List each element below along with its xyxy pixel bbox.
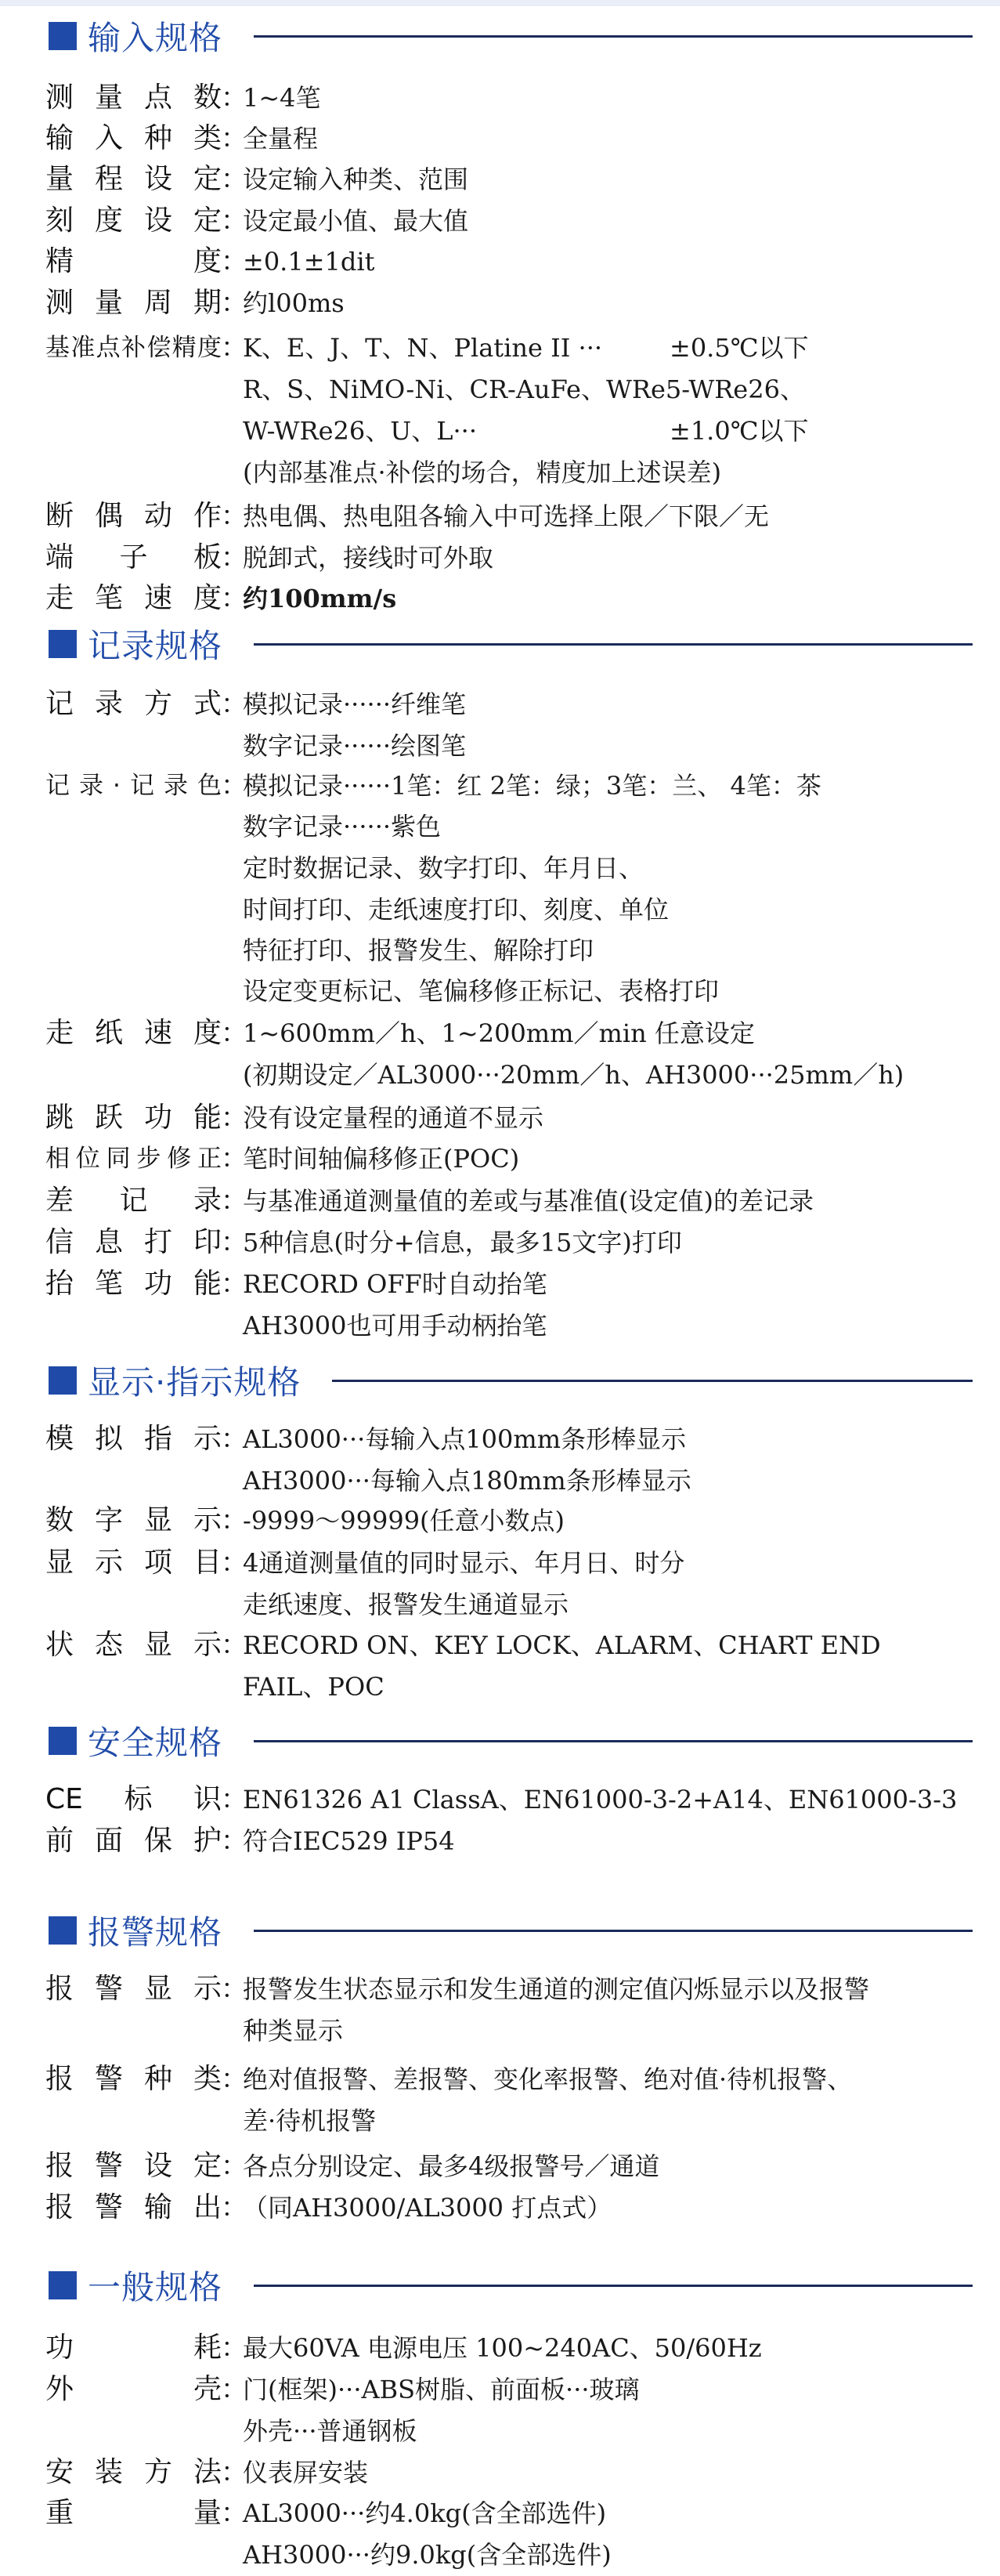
section-marker-square [49,2271,77,2299]
spec-label: 记录·记录色 [45,772,222,800]
spec-value: 热电偶、热电阻各输入中可选择上限／下限／无 [243,501,770,531]
spec-value: R、S、NiMO-Ni、CR-AuFe、WRe5-WRe26、 [243,374,805,404]
spec-value: 最大60VA 电源电压 100~240AC、50/60Hz [243,2333,762,2363]
spec-label: 输入种类 [45,122,222,154]
spec-row [0,1180,1000,1222]
section-rule-line [254,1740,973,1742]
spec-label: 信息打印 [45,1226,222,1258]
section-header-alarm [49,1905,973,1956]
label-colon: ： [221,501,247,532]
spec-row [0,1012,1000,1055]
spec-value: 约100mm/s [243,584,397,613]
spec-row [0,2451,1000,2494]
section-header-safety [49,1716,973,1766]
label-colon: ： [221,1102,247,1134]
spec-value: (内部基准点·补偿的场合，精度加上述误差) [243,458,722,487]
spec-value: 设定输入种类、范围 [243,165,469,194]
spec-label: 跳跃功能 [45,1102,222,1134]
spec-label: 数字显示 [45,1504,222,1536]
spec-row [0,888,1000,931]
spec-row [0,725,1000,767]
spec-label: 基准点补偿精度 [45,334,222,362]
spec-row [0,2187,1000,2229]
spec-label: 刻度设定 [45,204,222,237]
section-rule-line [254,643,973,646]
spec-row [0,1542,1000,1584]
spec-row [0,282,1000,324]
spec-value: 数字记录······绘图笔 [243,731,467,761]
spec-value: 模拟记录······1笔：红 2笔：绿；3笔：兰、 4笔：茶 [243,771,821,801]
spec-value: 时间打印、走纸速度打印、刻度、单位 [243,895,670,924]
spec-row [0,1968,1000,2010]
label-colon: ： [221,1974,247,2005]
section-rule-line [254,1930,973,1932]
spec-value: RECORD OFF时自动抬笔 [243,1269,547,1299]
spec-row [0,847,1000,889]
spec-value: 模拟记录······纤维笔 [243,689,467,719]
label-colon: ： [221,123,247,154]
spec-value: 走纸速度、报警发生通道显示 [243,1590,569,1619]
spec-row [0,410,1000,452]
label-colon: ： [221,1018,247,1049]
spec-value: ±0.1±1dit [243,247,375,277]
spec-value: 差·待机报警 [243,2106,377,2136]
spec-value: W-WRe26、U、L··· [243,416,478,446]
spec-value: 1~600mm／h、1~200mm／min 任意设定 [243,1018,755,1048]
label-colon: ： [221,332,247,364]
spec-value: 种类显示 [243,2016,344,2046]
spec-row [0,2058,1000,2100]
label-colon: ： [221,2064,247,2095]
label-colon: ： [221,1268,247,1300]
spec-value: 与基准通道测量值的差或与基准值(设定值)的差记录 [243,1186,814,1216]
spec-label: 报警种类 [45,2063,222,2095]
label-colon: ： [221,82,247,114]
spec-label: 相位同步修正 [45,1145,222,1173]
spec-value: -9999～99999(任意小数点) [243,1506,565,1536]
label-colon: ： [221,1547,247,1579]
section-header-record [49,619,973,669]
spec-label: 走笔速度 [45,582,222,614]
spec-value: AH3000···约9.0kg(含全部选件) [243,2540,612,2570]
spec-row [0,368,1000,411]
section-title: 安全规格 [88,1724,223,1762]
section-marker-square [49,1727,77,1755]
spec-row [0,241,1000,283]
section-marker-square [49,630,77,658]
spec-value: 1~4笔 [243,83,321,113]
spec-row [0,1097,1000,1139]
section-title: 报警规格 [88,1913,223,1952]
spec-value: 全量程 [243,124,319,154]
spec-row [0,1500,1000,1542]
label-colon: ： [221,2374,247,2405]
spec-value: AL3000···每输入点100mm条形棒显示 [243,1424,687,1454]
spec-value: 设定变更标记、笔偏移修正标记、表格打印 [243,976,720,1006]
label-colon: ： [221,2457,247,2488]
section-title: 记录规格 [88,627,223,665]
spec-value-secondary: ±0.5℃以下 [670,333,809,363]
spec-row [0,451,1000,494]
label-colon: ： [221,1505,247,1536]
spec-row [0,765,1000,807]
spec-row [0,1624,1000,1666]
label-colon: ： [221,164,247,195]
spec-label: 安装方法 [45,2456,222,2488]
spec-row [0,200,1000,242]
section-marker-square [49,1366,77,1395]
spec-value: 各点分别设定、最多4级报警号／通道 [243,2151,660,2181]
spec-value: 数字记录······紫色 [243,812,442,841]
label-colon: ： [221,1424,247,1455]
spec-row [0,1460,1000,1502]
spec-value: 符合IEC529 IP54 [243,1826,455,1856]
spec-value: RECORD ON、KEY LOCK、ALARM、CHART END [243,1630,881,1660]
spec-label: 记录方式 [45,688,222,720]
spec-label: 端子板 [45,541,222,573]
spec-label: CE标识 [45,1783,222,1815]
spec-row [0,577,1000,620]
spec-value: 脱卸式，接线时可外取 [243,543,494,573]
section-header-input [49,11,973,61]
spec-value: FAIL、POC [243,1672,384,1702]
spec-value: 仪表屏安装 [243,2458,369,2487]
spec-label: 前面保护 [45,1825,222,1857]
spec-row [0,2534,1000,2576]
section-rule-line [254,35,973,38]
spec-value: 定时数据记录、数字打印、年月日、 [243,853,644,883]
spec-row [0,1054,1000,1096]
spec-label: 断偶动作 [45,500,222,532]
section-marker-square [49,22,77,50]
section-rule-line [332,1380,973,1382]
spec-row [0,2492,1000,2534]
label-colon: ： [221,1784,247,1815]
spec-value: K、E、J、T、N、Platine II ··· [243,333,603,363]
spec-row [0,1138,1000,1180]
spec-label: 抬笔功能 [45,1268,222,1300]
spec-value: 外壳···普通钢板 [243,2416,417,2446]
spec-label: 重量 [45,2497,222,2529]
spec-value: 设定最小值、最大值 [243,206,469,236]
spec-row [0,1304,1000,1347]
spec-row [0,805,1000,848]
label-colon: ： [221,1185,247,1217]
label-colon: ： [221,246,247,277]
spec-row [0,1666,1000,1708]
section-rule-line [254,2285,973,2287]
spec-row [0,929,1000,971]
spec-row [0,1263,1000,1305]
spec-row [0,1418,1000,1460]
spec-row [0,1820,1000,1862]
spec-value: 笔时间轴偏移修正(POC) [243,1144,520,1174]
spec-row [0,1583,1000,1626]
spec-value: 门(框架)···ABS树脂、前面板···玻璃 [243,2375,640,2404]
label-colon: ： [221,205,247,237]
label-colon: ： [221,1630,247,1661]
section-marker-square [49,1916,77,1945]
spec-row [0,118,1000,160]
spec-row [0,1221,1000,1264]
spec-label: 精度 [45,245,222,277]
spec-label: 状态显示 [45,1629,222,1661]
spec-value-secondary: ±1.0℃以下 [670,416,809,446]
spec-label: 模拟指示 [45,1423,222,1455]
spec-label: 功耗 [45,2332,222,2364]
spec-row [0,327,1000,369]
section-title: 一般规格 [88,2268,223,2306]
spec-row [0,2368,1000,2411]
spec-value: 绝对值报警、差报警、变化率报警、绝对值·待机报警、 [243,2064,853,2094]
label-colon: ： [221,583,247,614]
spec-value: 约l00ms [243,288,345,318]
section-header-general [49,2260,973,2310]
spec-row [0,537,1000,579]
spec-value: AL3000···约4.0kg(含全部选件) [243,2498,607,2528]
spec-value: EN61326 A1 ClassA、EN61000-3-2+A14、EN61000-3-3 [243,1785,958,1814]
spec-row [0,2327,1000,2369]
label-colon: ： [221,288,247,319]
spec-value: AH3000···每输入点180mm条形棒显示 [243,1466,691,1496]
spec-row [0,77,1000,119]
spec-value: 4通道测量值的同时显示、年月日、时分 [243,1548,685,1578]
section-title: 输入规格 [88,19,223,57]
spec-value: 特征打印、报警发生、解除打印 [243,935,594,965]
spec-row [0,158,1000,201]
spec-label: 报警显示 [45,1973,222,2005]
spec-value: AH3000也可用手动柄抬笔 [243,1311,547,1340]
spec-label: 显示项目 [45,1547,222,1579]
spec-row [0,2010,1000,2052]
label-colon: ： [221,2192,247,2223]
spec-row [0,683,1000,725]
section-title: 显示·指示规格 [88,1363,301,1402]
spec-row [0,970,1000,1012]
section-header-display [49,1355,973,1406]
label-colon: ： [221,2332,247,2364]
spec-label: 测量点数 [45,81,222,114]
label-colon: ： [221,770,247,801]
spec-row [0,2410,1000,2452]
spec-label: 外壳 [45,2373,222,2405]
spec-row [0,2100,1000,2142]
label-colon: ： [221,542,247,573]
spec-row [0,495,1000,537]
label-colon: ： [221,2151,247,2182]
spec-value: 没有设定量程的通道不显示 [243,1103,544,1133]
label-colon: ： [221,2498,247,2529]
spec-value: 5种信息(时分+信息，最多15文字)打印 [243,1228,682,1257]
spec-label: 量程设定 [45,163,222,195]
spec-label: 报警设定 [45,2150,222,2182]
label-colon: ： [221,1825,247,1857]
label-colon: ： [221,689,247,720]
spec-label: 测量周期 [45,287,222,319]
spec-row [0,2145,1000,2187]
top-edge-band [0,0,1000,6]
label-colon: ： [221,1143,247,1174]
label-colon: ： [221,1227,247,1258]
spec-label: 差记录 [45,1185,222,1217]
spec-value: 报警发生状态显示和发生通道的测定值闪烁显示以及报警 [243,1974,870,2004]
spec-label: 报警输出 [45,2191,222,2223]
spec-value: (初期设定／AL3000···20mm／h、AH3000···25mm／h) [243,1060,904,1090]
spec-row [0,1778,1000,1821]
spec-value: （同AH3000/AL3000 打点式） [243,2193,612,2223]
spec-label: 走纸速度 [45,1017,222,1049]
